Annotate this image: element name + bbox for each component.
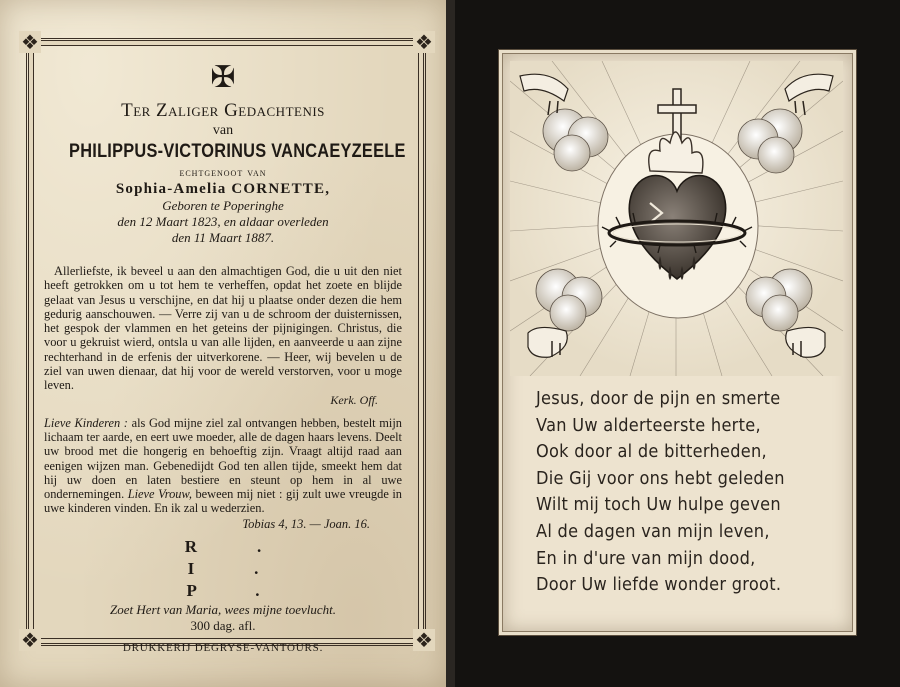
memorial-card-text-side <box>0 0 446 687</box>
rip-text: R. I. P. <box>184 536 322 600</box>
deceased-name: PHILIPPUS-VICTORINUS VANCAEYZEELE <box>69 141 406 162</box>
poem <box>536 386 806 599</box>
corner-ornament-icon: ❖ <box>19 629 41 651</box>
closing-prayer: Zoet Hert van Maria, wees mijne toevlucht. <box>109 601 336 617</box>
spouse-name: Sophia-Amelia CORNETTE, <box>115 181 331 197</box>
cross-icon: ✠ <box>210 60 236 95</box>
birth-death-dates: den 12 Maart 1823, en aldaar overleden <box>117 214 329 229</box>
printer-imprint: DRUKKERIJ DEGRYSE-VANTOURS. <box>122 642 324 654</box>
poem-line: Ook door al de bitterheden, <box>536 442 767 463</box>
poem-line: Jesus, door de pijn en smerte <box>536 389 781 409</box>
farewell-paragraph <box>44 416 402 516</box>
death-date: den 11 Maart 1887. <box>171 230 275 245</box>
wife-lead: Lieve Vrouw, <box>127 487 192 502</box>
poem-line: Wilt mij toch Uw hulpe geven <box>536 495 781 516</box>
source-reference: Kerk. Off. <box>330 392 378 407</box>
children-lead: Lieve Kinderen : <box>44 415 128 430</box>
poem-line: Door Uw liefde wonder groot. <box>536 575 782 596</box>
bible-reference: Tobias 4, 13. — Joan. 16. <box>242 516 370 531</box>
poem-line: En in d'ure van mijn dood, <box>536 548 756 569</box>
spouse-label: echtgenoot van <box>179 165 267 179</box>
birth-place: Geboren te Poperinghe <box>162 198 284 213</box>
children-text: als God mijne ziel zal ontvangen hebben, bestelt mijn lichaam ter aarde, en eert uwe moeder, alle de dagen haars levens. Deelt uw brood met die hongerig en behoeftig zijn. Vraagt altijd raad aan eenigen wijzen man. Gebenedijdt God ten allen tijde, smeekt hem dat hij uw doen en laten bestiere en steunt op hem in al uwe ondernemingen. <box>44 415 402 502</box>
memorial-text-block <box>44 60 406 634</box>
prayer-paragraph: Allerliefste, ik beveel u aan den almachtigen God, die u uit den niet heeft getrokken om u tot hem te verheffen, opdat het zoete en blijde gelaat van Jesus u verschijne, en dat hij u plaatse onder dezen die hem gedurig aanschouwen. — Verre zij van u de schroom der duisternissen, het gespok der vlammen en het geteins der pijnigingen. Christus, die voor u gekruist wierd, ontsla u van alle lijden, en aanveerde u aan zijne rechterhand in de erfenis der uitverkorene. — Heer, wij bevelen u de ziel van uwen dienaar, dat hij voor de wereld verstorven, voor u moge leven. <box>44 264 402 393</box>
poem-line: Al de dagen van mijn leven, <box>536 521 770 542</box>
indulgence-note: 300 dag. afl. <box>190 617 256 633</box>
sacred-heart-illustration <box>510 61 843 376</box>
poem-line: Van Uw alderteerste herte, <box>536 415 761 436</box>
corner-ornament-icon: ❖ <box>413 31 435 53</box>
corner-ornament-icon: ❖ <box>413 629 435 651</box>
wife-text: beween mij niet : gij zult uwe vreugde in uwe kinderen vinden. En ik zal u wederzien. <box>44 487 402 516</box>
van-label: van <box>212 123 234 138</box>
in-memoriam-heading: Ter Zaliger Gedachtenis <box>121 100 325 121</box>
corner-ornament-icon: ❖ <box>19 31 41 53</box>
poem-line: Die Gij voor ons hebt geleden <box>536 468 785 489</box>
